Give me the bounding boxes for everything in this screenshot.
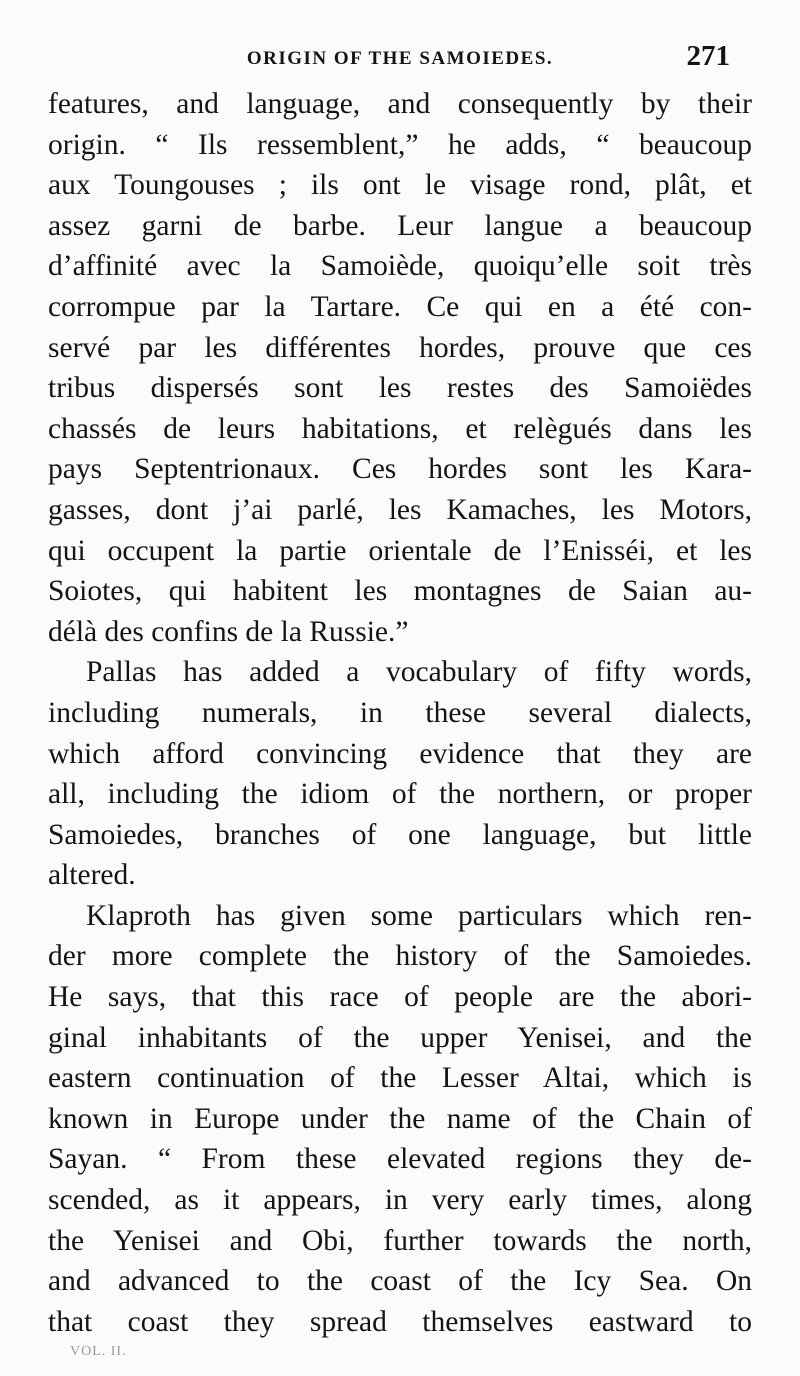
- text-line: including numerals, in these several dialects,: [48, 696, 752, 729]
- text-line: der more complete the history of the Samoiedes.: [48, 940, 752, 973]
- text-line: Soiotes, qui habitent les montagnes de Saian au-: [48, 575, 752, 608]
- text-line: all, including the idiom of the northern, or proper: [48, 778, 752, 811]
- text-line: tribus dispersés sont les restes des Samoiëdes: [48, 372, 752, 405]
- text-line: assez garni de barbe. Leur langue a beaucoup: [48, 209, 752, 242]
- text-line: origin. “ Ils ressemblent,” he adds, “ beaucoup: [48, 128, 752, 161]
- text-line: corrompue par la Tartare. Ce qui en a été con-: [48, 290, 752, 323]
- text-line: gasses, dont j’ai parlé, les Kamaches, les Motors,: [48, 493, 752, 526]
- running-head: [48, 38, 752, 78]
- signature-mark: VOL. II.: [70, 1344, 127, 1359]
- text-line: qui occupent la partie orientale de l’Enisséi, et les: [48, 534, 752, 567]
- page-number: 271: [686, 40, 730, 72]
- text-line: aux Toungouses ; ils ont le visage rond, plât, et: [48, 169, 752, 202]
- body-text: [48, 84, 752, 1342]
- text-line: He says, that this race of people are the abori-: [48, 981, 752, 1014]
- text-line: which afford convincing evidence that they are: [48, 737, 752, 770]
- text-line: eastern continuation of the Lesser Altai, which is: [48, 1062, 752, 1095]
- text-line: Samoiedes, branches of one language, but little: [48, 818, 752, 851]
- paragraph-first-line: Klaproth has given some particulars which ren-: [86, 899, 752, 932]
- text-line: d’affinité avec la Samoiède, quoiqu’elle soit très: [48, 250, 752, 283]
- text-line: servé par les différentes hordes, prouve que ces: [48, 331, 752, 364]
- text-line: délà des confins de la Russie.”: [48, 615, 409, 648]
- text-line: ginal inhabitants of the upper Yenisei, and the: [48, 1021, 752, 1054]
- paragraph-first-line: Pallas has added a vocabulary of fifty words,: [86, 656, 752, 689]
- text-line: altered.: [48, 859, 136, 892]
- running-title: ORIGIN OF THE SAMOIEDES.: [246, 48, 554, 69]
- text-line: that coast they spread themselves eastward to: [48, 1305, 752, 1338]
- text-line: pays Septentrionaux. Ces hordes sont les Kara-: [48, 453, 752, 486]
- text-line: scended, as it appears, in very early times, along: [48, 1184, 752, 1217]
- text-line: chassés de leurs habitations, et relègués dans les: [48, 412, 752, 445]
- text-line: and advanced to the coast of the Icy Sea. On: [48, 1265, 752, 1298]
- text-line: the Yenisei and Obi, further towards the north,: [48, 1224, 752, 1257]
- text-line: features, and language, and consequently by their: [48, 88, 752, 120]
- text-line: known in Europe under the name of the Chain of: [48, 1102, 752, 1135]
- text-line: Sayan. “ From these elevated regions they de-: [48, 1143, 752, 1176]
